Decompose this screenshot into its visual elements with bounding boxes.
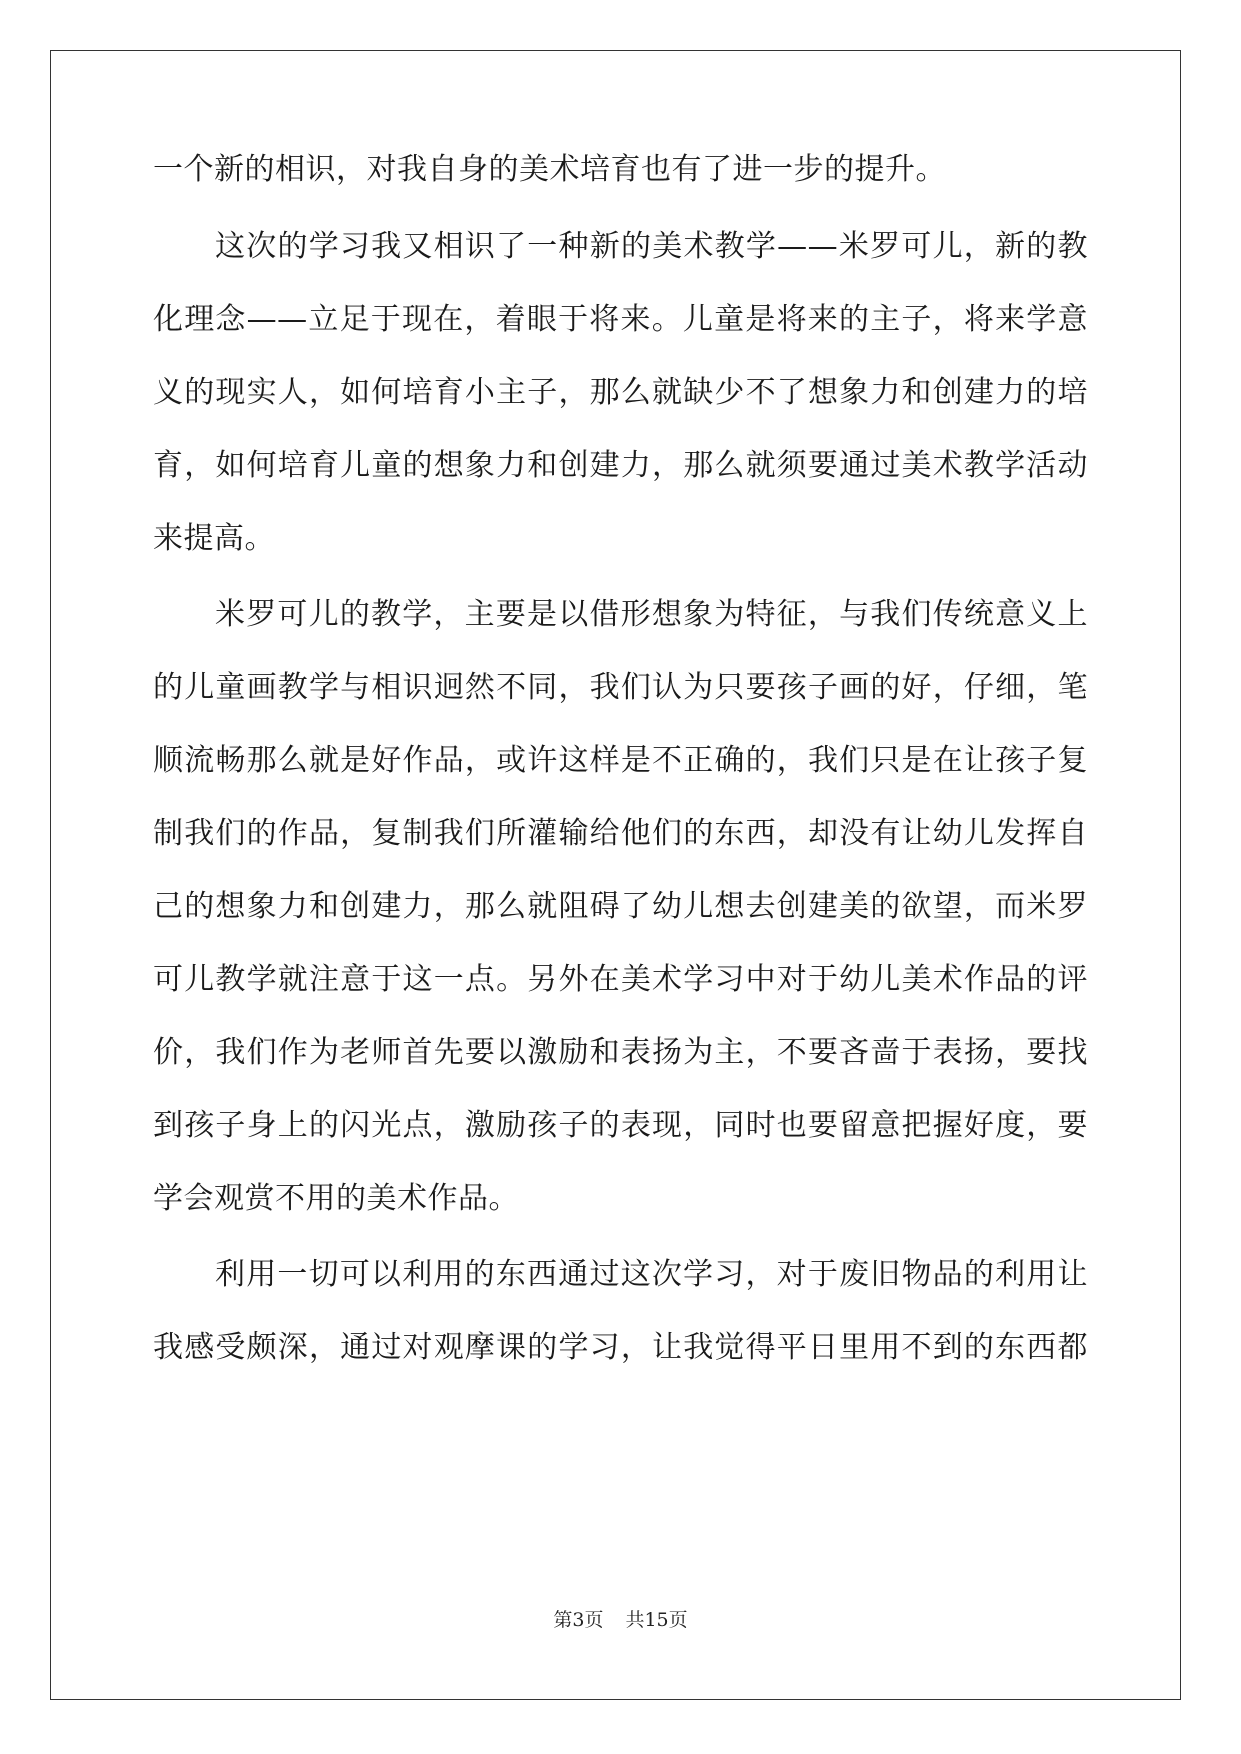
page-number: 第3页: [553, 1609, 604, 1631]
text-line: 化理念——立足于现在，着眼于将来。儿童是将来的主子，将来学意: [153, 302, 1088, 337]
page-total: 共15页: [625, 1609, 688, 1631]
page-footer: [0, 1608, 1241, 1632]
text-line: 义的现实人，如何培育小主子，那么就缺少不了想象力和创建力的培: [153, 375, 1088, 410]
text-line: 的儿童画教学与相识迥然不同，我们认为只要孩子画的好，仔细，笔: [153, 670, 1088, 705]
text-line: 来提高。: [153, 521, 275, 556]
text-line: 顺流畅那么就是好作品，或许这样是不正确的，我们只是在让孩子复: [153, 743, 1088, 778]
text-line: 可儿教学就注意于这一点。另外在美术学习中对于幼儿美术作品的评: [153, 962, 1088, 997]
paragraph-first-line: 利用一切可以利用的东西通过这次学习，对于废旧物品的利用让: [215, 1257, 1088, 1292]
text-line: 价，我们作为老师首先要以激励和表扬为主，不要吝啬于表扬，要找: [153, 1035, 1088, 1070]
text-line: 制我们的作品，复制我们所灌输给他们的东西，却没有让幼儿发挥自: [153, 816, 1088, 851]
paragraph-first-line: 米罗可儿的教学，主要是以借形想象为特征，与我们传统意义上: [215, 597, 1088, 632]
text-line: 一个新的相识，对我自身的美术培育也有了进一步的提升。: [153, 152, 946, 187]
text-line: 到孩子身上的闪光点，激励孩子的表现，同时也要留意把握好度，要: [153, 1108, 1088, 1143]
paragraph-first-line: 这次的学习我又相识了一种新的美术教学——米罗可儿，新的教: [215, 229, 1088, 264]
text-line: 学会观赏不用的美术作品。: [153, 1181, 519, 1216]
text-line: 己的想象力和创建力，那么就阻碍了幼儿想去创建美的欲望，而米罗: [153, 889, 1088, 924]
text-line: 育，如何培育儿童的想象力和创建力，那么就须要通过美术教学活动: [153, 448, 1088, 483]
text-line: 我感受颇深，通过对观摩课的学习，让我觉得平日里用不到的东西都: [153, 1330, 1088, 1365]
